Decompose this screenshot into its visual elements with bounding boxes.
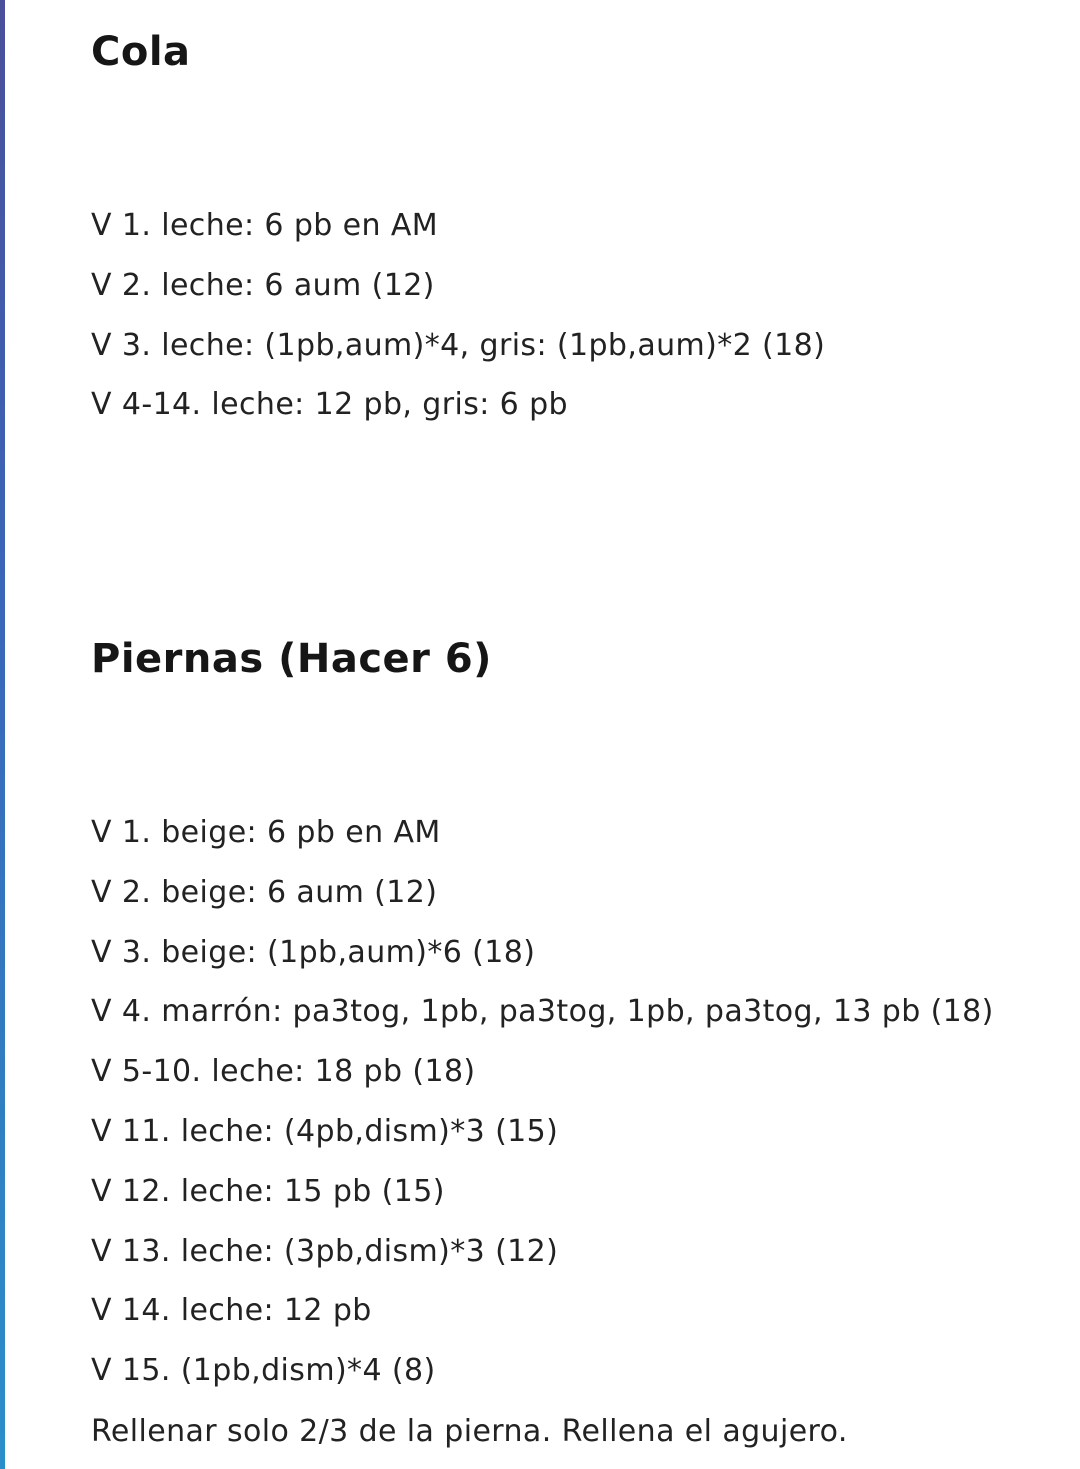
pattern-row: V 5-10. leche: 18 pb (18) [91,1054,476,1090]
pattern-row: V 14. leche: 12 pb [91,1293,372,1329]
pattern-row: V 3. beige: (1pb,aum)*6 (18) [91,934,536,970]
pattern-row: V 2. beige: 6 aum (12) [91,874,438,910]
pattern-row: V 2. leche: 6 aum (12) [91,267,435,303]
pattern-row: V 4-14. leche: 12 pb, gris: 6 pb [91,387,568,423]
pattern-row: V 13. leche: (3pb,dism)*3 (12) [91,1233,559,1269]
piernas-rows-list [91,803,994,1401]
cola-rows-list [91,196,825,435]
pattern-row: V 3. leche: (1pb,aum)*4, gris: (1pb,aum)*2 (18) [91,327,826,363]
pattern-row: V 15. (1pb,dism)*4 (8) [91,1353,436,1389]
pattern-row: V 4. marrón: pa3tog, 1pb, pa3tog, 1pb, pa3tog, 13 pb (18) [91,994,994,1030]
pattern-row: V 1. beige: 6 pb en AM [91,815,441,850]
pattern-row: V 11. leche: (4pb,dism)*3 (15) [91,1113,559,1149]
left-edge-accent-bar [0,0,5,1469]
pattern-row: V 12. leche: 15 pb (15) [91,1173,445,1209]
section-title-cola: Cola [91,29,191,75]
piernas-note: Rellenar solo 2/3 de la pierna. Rellena el agujero. [91,1414,848,1449]
pattern-row: V 1. leche: 6 pb en AM [91,208,439,243]
section-title-piernas: Piernas (Hacer 6) [91,636,492,682]
